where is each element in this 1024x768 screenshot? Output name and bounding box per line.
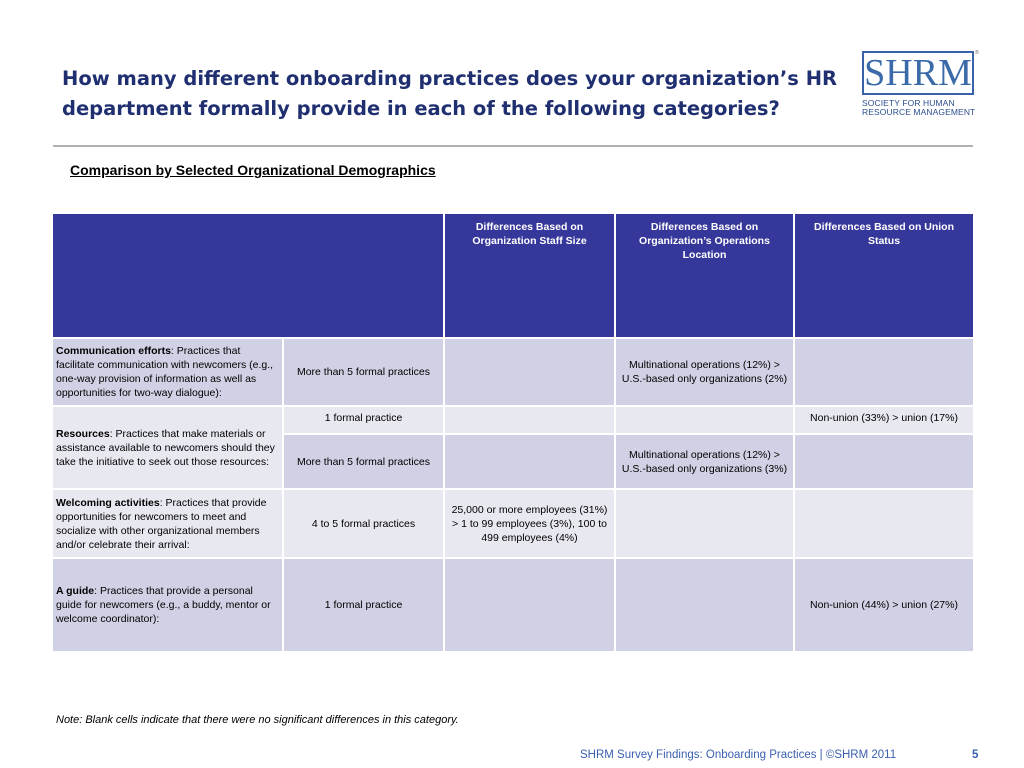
practice-level-cell: More than 5 formal practices [283, 338, 444, 406]
category-a-guide [52, 558, 283, 652]
category-description: : Practices that make materials or assistance available to newcomers should they take the initiative to seek out those resources: [56, 427, 275, 468]
header-cell-blank [52, 213, 444, 338]
header-staff-size: Differences Based on Organization Staff Size [444, 213, 615, 338]
logo-trademark: ® [975, 50, 979, 56]
staff-size-cell [444, 434, 615, 489]
footer-text: SHRM Survey Findings: Onboarding Practices | ©SHRM 2011 [580, 749, 897, 761]
page-number: 5 [972, 749, 979, 761]
union-cell: Non-union (44%) > union (27%) [794, 558, 974, 652]
title-divider [53, 145, 973, 147]
staff-size-cell: 25,000 or more employees (31%) > 1 to 99 employees (3%), 100 to 499 employees (4%) [444, 489, 615, 558]
category-name: Resources [56, 427, 110, 440]
location-cell [615, 558, 794, 652]
comparison-table [51, 212, 975, 653]
category-name: Welcoming activities [56, 496, 160, 509]
practice-level-cell: 1 formal practice [283, 558, 444, 652]
union-cell [794, 489, 974, 558]
union-cell [794, 338, 974, 406]
location-cell [615, 406, 794, 434]
category-resources [52, 406, 283, 489]
union-cell [794, 434, 974, 489]
category-description: : Practices that facilitate communication with newcomers (e.g., one-way provision of information as well as opportunities for two-way dialogue): [56, 345, 274, 399]
table-row [52, 489, 974, 558]
category-description: : Practices that provide opportunities for newcomers to meet and socialize with other organizational members and/or celebrate their arrival: [56, 496, 267, 551]
footnote: Note: Blank cells indicate that there were no significant differences in this category. [56, 714, 459, 726]
location-cell: Multinational operations (12%) > U.S.-based only organizations (3%) [615, 434, 794, 489]
shrm-logo [862, 51, 978, 123]
logo-subtext-line2: RESOURCE MANAGEMENT [862, 107, 976, 117]
logo-subtext [862, 99, 978, 117]
staff-size-cell [444, 558, 615, 652]
logo-box [862, 51, 974, 95]
table-row [52, 558, 974, 652]
union-cell: Non-union (33%) > union (17%) [794, 406, 974, 434]
header-operations-location: Differences Based on Organization’s Operations Location [615, 213, 794, 338]
category-name: Communication efforts [56, 345, 171, 357]
category-description: : Practices that provide a personal guide for newcomers (e.g., a buddy, mentor or welcome coordinator): [56, 585, 271, 625]
category-name: A guide [56, 585, 95, 597]
staff-size-cell [444, 406, 615, 434]
table-row [52, 338, 974, 406]
practice-level-cell: 1 formal practice [283, 406, 444, 434]
table-row [52, 406, 974, 434]
slide-title: How many different onboarding practices does your organization’s HR department formally provide in each of the following categories? [62, 67, 838, 120]
location-cell: Multinational operations (12%) > U.S.-based only organizations (2%) [615, 338, 794, 406]
category-welcoming-activities [52, 489, 283, 558]
header-union-status: Differences Based on Union Status [794, 213, 974, 338]
logo-subtext-line1: SOCIETY FOR HUMAN [862, 98, 955, 108]
practice-level-cell: 4 to 5 formal practices [283, 489, 444, 558]
category-communication-efforts [52, 338, 283, 406]
location-cell [615, 489, 794, 558]
logo-mark: SHRM [864, 52, 972, 94]
table-header-row [52, 213, 974, 338]
practice-level-cell: More than 5 formal practices [283, 434, 444, 489]
section-subtitle: Comparison by Selected Organizational Demographics [70, 162, 436, 178]
staff-size-cell [444, 338, 615, 406]
